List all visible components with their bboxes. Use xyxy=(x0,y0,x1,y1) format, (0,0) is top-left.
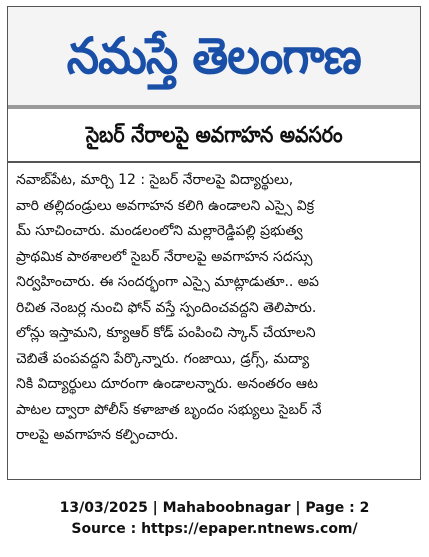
masthead-divider xyxy=(8,105,420,109)
article-line: నవాబ్‌పేట, మార్చి 12 : సైబర్ నేరాలపై విద్యార్థులు, xyxy=(16,172,294,188)
masthead xyxy=(8,7,420,105)
article-headline: సైబర్ నేరాలపై అవగాహన అవసరం xyxy=(85,123,343,148)
article-line: నిర్వహించారు. ఈ సందర్భంగా ఎస్సై మాట్లాడుతూ.. అప xyxy=(16,274,319,290)
article-line: మ్ సూచించారు. మండలంలోని మల్లారెడ్డిపల్లి ప్రభుత్వ xyxy=(16,223,303,239)
article-line: వారి తల్లిదండ్రులు అవగాహన కలిగి ఉండాలని ఎస్సై విక్ర xyxy=(16,197,315,214)
article-line: రాలపై అవగాహన కల్పించారు. xyxy=(16,427,179,443)
article-line: పాటల ద్వారా పోలీస్ కళాజాత బృందం సభ్యులు సైబర్ నే xyxy=(16,401,322,418)
headline-box xyxy=(8,118,420,158)
article-line: చెబితే పంపవద్దని పేర్కొన్నారు. గంజాయి, డ్రగ్స్, మద్యా xyxy=(16,350,310,367)
article-body xyxy=(16,168,414,449)
source-link[interactable]: Source : https://epaper.ntnews.com/ xyxy=(71,521,358,537)
newspaper-clipping xyxy=(7,6,421,480)
article-line: రిచిత నెంబర్ల నుంచి ఫోన్ వస్తే స్పందించవద్దని తెలిపారు. xyxy=(16,299,317,316)
masthead-title: నమస్తే తెలంగాణ xyxy=(67,27,361,85)
article-line: నికి విద్యార్థులు దూరంగా ఉండాలన్నారు. అనంతరం ఆట xyxy=(16,376,318,392)
headline-divider xyxy=(8,161,420,163)
edition-info: 13/03/2025 | Mahaboobnagar | Page : 2 xyxy=(59,500,370,516)
article-line: లోన్లు ఇస్తామని, క్యూఆర్ కోడ్ పంపించి స్కాన్ చేయాలని xyxy=(16,325,316,341)
article-line: ప్రాథమిక పాఠశాలలో సైబర్ నేరాలపై అవగాహన సదస్సు xyxy=(16,248,313,265)
